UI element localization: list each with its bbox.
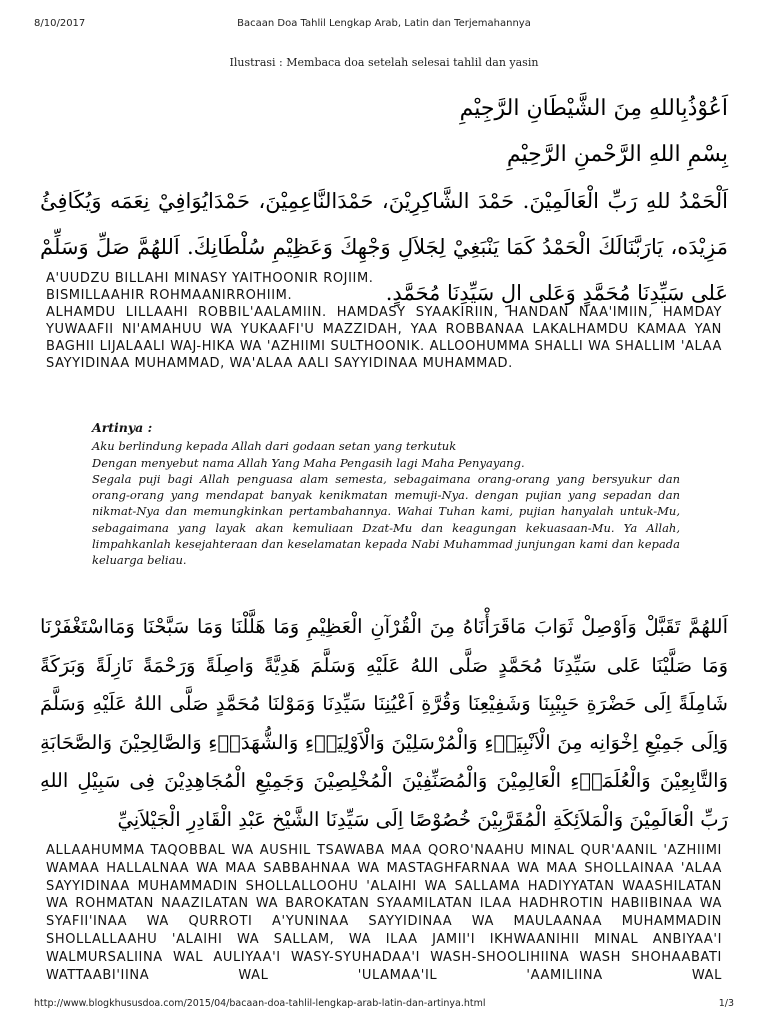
translation-line: Aku berlindung kepada Allah dari godaan setan yang terkutuk [92, 439, 457, 454]
page-number: 1/3 [718, 998, 734, 1009]
latin-line: ALHAMDU LILLAAHI ROBBIL'AALAMIIN. HAMDASY SYAAKIRIIN, HANDAN NAA'IMIIN, HAMDAY YUWAAFII NI'AMAHUU WA YUKAAFI'U MAZZIDAH, YAA ROBBANAA LAKALHAMDU KAMAA YAN BAGHII LIJALAALI WAJ-HIKA WA 'AZHIIMI SULTHOONIK. ALLOOHUMMA SHALLI WA SHALLIM 'ALAA SAYYIDINAA MUHAMMAD, WA'ALAA AALI SAYYIDINAA MUHAMMAD. [46, 305, 722, 371]
latin-transliteration-top [46, 270, 722, 372]
arabic-taawudz: اَعُوْذُبِاللهِ مِنَ الشَّيْطَانِ الرَّجِيْمِ [459, 96, 728, 121]
image-caption: Ilustrasi : Membaca doa setelah selesai tahlil dan yasin [229, 56, 539, 69]
print-header [34, 18, 734, 32]
translation-heading: Artinya : [92, 420, 153, 435]
arabic-hamdalah-paragraph: اَلْحَمْدُ للهِ رَبِّ الْعَالَمِيْنَ. حَمْدَ الشَّاكِرِيْنَ، حَمْدَالنَّاعِمِيْنَ، حَمْدَايُوَافِيْ نِعَمَه وَيُكَافِئُ مَزِيْدَه، يَارَبَّنَالَكَ الْحَمْدُ كَمَا يَنْبَغِيْ لِجَلاَلِ وَجْهِكَ وَعَظِيْمِ سُلْطَانِكَ. اَللهُمَّ صَلِّ وَسَلِّمْ عَلى سَيِّدِنَا مُحَمَّدٍ وَعَلى الِ سَيِّدِنَا مُحَمَّدٍ. [40, 189, 728, 305]
print-footer [34, 998, 734, 1012]
latin-line: BISMILLAAHIR ROHMAANIRROHIIM. [46, 288, 293, 303]
latin-line: A'UUDZU BILLAHI MINASY YAITHOONIR ROJIIM. [46, 271, 374, 286]
translation-line: Segala puji bagi Allah penguasa alam semesta, sebagaimana orang-orang yang bersyukur dan orang-orang yang mendapat banyak kenikmatan memuji-Nya. dengan pujian yang sepadan dan nikmat-Nya dan memungkinkan pertambahannya. Wahai Tuhan kami, pujian hanyalah untuk-Mu, sebagaimana yang layak akan kemuliaan Dzat-Mu dan keagungan kekuasaan-Mu. Ya Allah, limpahkanlah kesejahteraan dan keselamatan kepada Nabi Muhammad junjungan kami dan kepada keluarga beliau. [92, 471, 680, 568]
latin-transliteration-bottom [46, 842, 722, 984]
arabic-doa-tahlil: اَللهُمَّ تَقَبَّلْ وَاَوْصِلْ ثَوَابَ مَاقَرَأْنَاهُ مِنَ الْقُرْآنِ الْعَظِيْمِ وَمَا هَلَّلْنَا وَمَا سَبَّحْنَا وَمَااسْتَغْفَرْنَا وَمَا صَلَّيْنَا عَلى سَيِّدِنَا مُحَمَّدٍ صَلَّى اللهُ عَلَيْهِ وَسَلَّمَ هَدِيَّةً وَاصِلَةً وَرَحْمَةً نَازِلَةً وَبَرَكَةً شَامِلَةً اِلَى حَضْرَةِ حَبِيْبِنَا وَشَفِيْعِنَا وَقُرَّةِ اَعْيُنِنَا سَيِّدِنَا وَمَوْلنَا مُحَمَّدٍ صَلَّى اللهُ عَلَيْهِ وَسَلَّمَ وَاِلَى جَمِيْعِ اِخْوَانِه مِنَ الْاَنْبِيَاۤءِ وَالْمُرْسَلِيْنَ وَالْاَوْلِيَاۤءِ وَالشُّهَدَاۤءِ وَالصَّالِحِيْنَ وَالصَّحَابَةِ وَالتَّابِعِيْنَ وَالْعُلَمَاۤءِ الْعَالِمِيْنَ وَالْمُصَنِّفِيْنَ الْمُخْلِصِيْنَ وَجَمِيْعِ الْمُجَاهِدِيْنَ فِى سَبِيْلِ اللهِ رَبِّ الْعَالَمِيْنَ وَالْمَلاَئِكَةِ الْمُقَرَّبِيْنَ خُصُوْصًا اِلَى سَيِّدِنَا الشَّيْخ عَبْدِ الْقَادِرِ الْجَيْلاَنِيِّ [40, 615, 728, 831]
translation-block [92, 420, 680, 569]
arabic-basmalah: بِسْمِ اللهِ الرَّحْمنِ الرَّحِيْمِ [506, 142, 728, 167]
print-date: 8/10/2017 [34, 18, 86, 29]
translation-line: Dengan menyebut nama Allah Yang Maha Pengasih lagi Maha Penyayang. [92, 455, 525, 470]
print-title: Bacaan Doa Tahlil Lengkap Arab, Latin dan Terjemahannya [237, 18, 531, 29]
source-url: http://www.blogkhususdoa.com/2015/04/bacaan-doa-tahlil-lengkap-arab-latin-dan-artinya.html [34, 998, 486, 1009]
latin-paragraph: ALLAAHUMMA TAQOBBAL WA AUSHIL TSAWABA MAA QORO'NAAHU MINAL QUR'AANIL 'AZHIIMI WAMAA HALLALNAA WA MAA SABBAHNAA WA MASTAGHFARNAA WA MAA SHOLLAINAA 'ALAA SAYYIDINAA MUHAMMADIN SHOLLALLOOHU 'ALAIHI WA SALLAMA HADIYYATAN WAASHILATAN WA ROHMATAN NAAZILATAN WA BAROKATAN SYAAMILATAN ILAA HADHROTIN HABIIBINAA WA SYAFII'INAA WA QURROTI A'YUNINAA SAYYIDINAA WA MAULAANAA MUHAMMADIN SHOLLALLAAHU 'ALAIHI WA SALLAM, WA ILAA JAMII'I IKHWAANIHII MINAL ANBIYAA'I WALMURSALIINA WAL AULIYAA'I WASY-SYUHADAA'I WASH-SHOOLIHIINA WASH SHOHAABATI WATTAABI'IINA WAL 'ULAMAA'IL 'AAMILIINA WAL [46, 843, 722, 983]
